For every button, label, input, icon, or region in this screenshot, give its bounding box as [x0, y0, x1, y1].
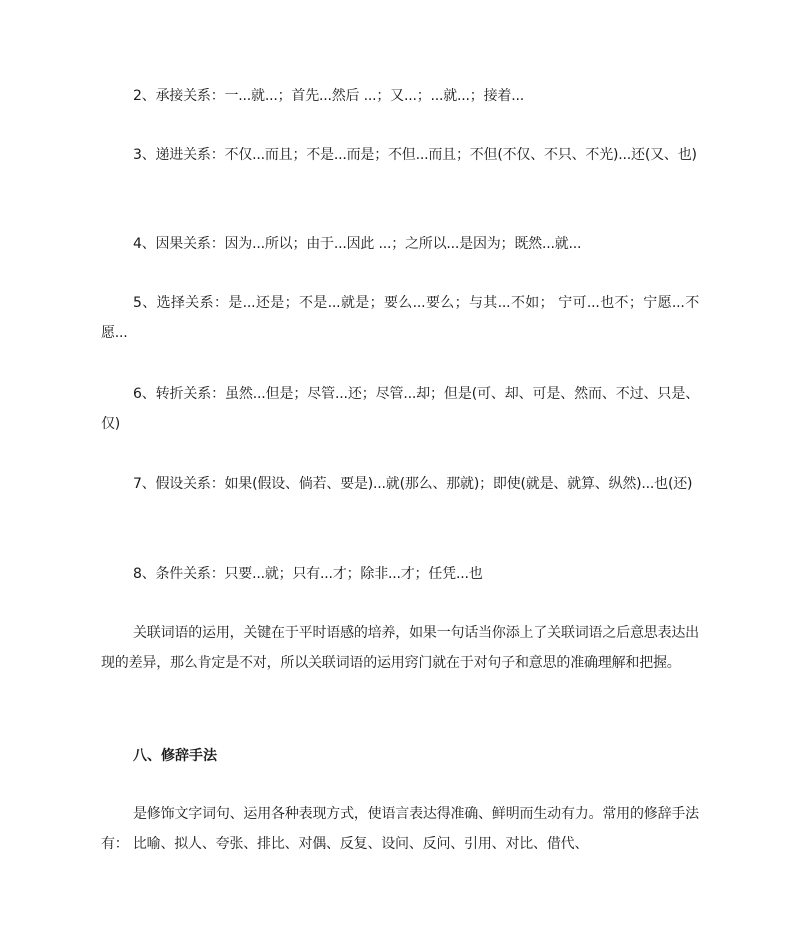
paragraph-rhetoric-intro: 是修饰文字词句、运用各种表现方式，使语言表达得准确、鲜明而生动有力。常用的修辞手法有： 比喻、拟人、夸张、排比、对偶、反复、设问、反问、引用、对比、借代、 — [101, 806, 699, 852]
paragraph-progressive-relation: 3、递进关系：不仅...而且；不是...而是；不但...而且；不但(不仅、不只、不光)...还(又、也) — [133, 147, 697, 163]
section-heading-rhetoric: 八、修辞手法 — [133, 748, 217, 764]
paragraph-conjunction-usage: 关联词语的运用，关键在于平时语感的培养，如果一句话当你添上了关联词语之后意思表达出现的差异，那么肯定是不对，所以关联词语的运用窍门就在于对句子和意思的准确理解和把握。 — [101, 625, 699, 671]
paragraph-causal-relation: 4、因果关系：因为...所以；由于...因此 ...；之所以...是因为；既然...就... — [133, 236, 582, 252]
paragraph-adversative-relation: 6、转折关系：虽然...但是；尽管...还；尽管...却；但是(可、却、可是、然而、不过、只是、仅) — [101, 386, 699, 432]
paragraph-conditional-relation: 8、条件关系：只要...就；只有...才；除非...才；任凭...也 — [133, 566, 483, 582]
paragraph-sequential-relation: 2、承接关系：一...就...；首先...然后 ...；又...；...就...；接着... — [133, 88, 524, 104]
paragraph-choice-relation: 5、选择关系：是...还是；不是...就是；要么...要么；与其...不如； 宁可...也不；宁愿...不愿... — [101, 295, 699, 341]
paragraph-hypothetical-relation: 7、假设关系：如果(假设、倘若、要是)...就(那么、那就)；即使(就是、就算、纵然)...也(还) — [133, 476, 693, 492]
